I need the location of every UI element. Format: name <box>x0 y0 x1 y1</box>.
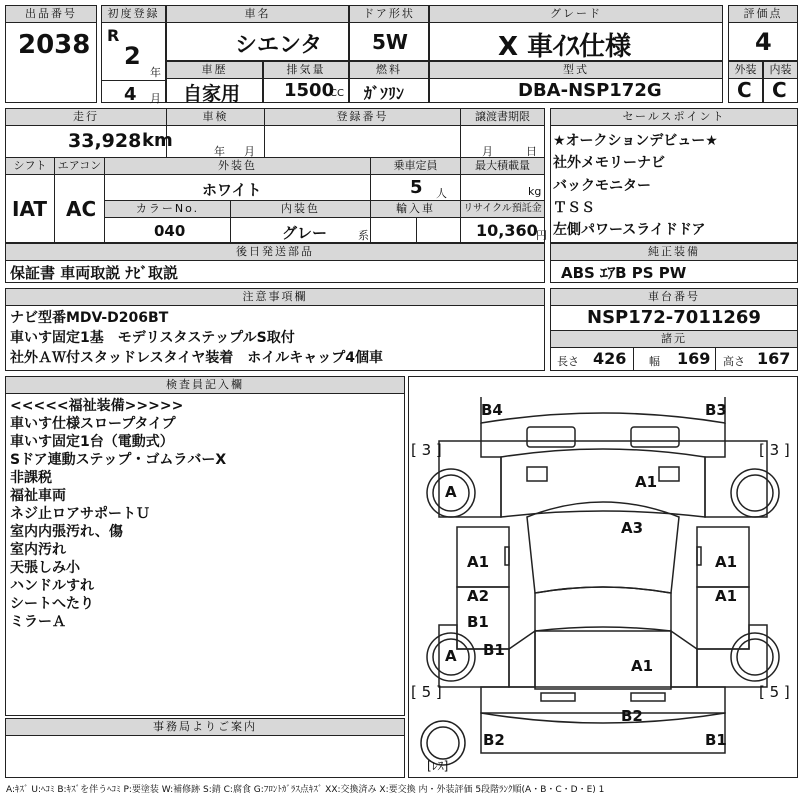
height: 167 <box>757 349 791 368</box>
deadline-month-unit: 月 <box>482 145 493 158</box>
genuine-equipment: ABS ｴｱB PS PW <box>561 264 687 282</box>
reg-month: 4 <box>124 84 137 105</box>
interior-color: グレー <box>282 224 328 242</box>
mark-a-left-rear: A <box>445 647 457 665</box>
genuine-equipment-label: 純正装備 <box>551 244 797 261</box>
mark-tire-front-left: [ 3 ] <box>411 441 442 459</box>
shift: IAT <box>12 197 48 221</box>
color: ホワイト <box>202 181 262 199</box>
sales-point-1: ★オークションデビュー★ <box>553 133 718 149</box>
model-label: 型式 <box>430 62 722 79</box>
exterior-box <box>728 61 763 103</box>
length: 426 <box>593 349 627 368</box>
sales-points-label: セールスポイント <box>551 109 797 126</box>
capacity: 5 <box>410 177 423 198</box>
grade: X 車ｲｽ仕様 <box>498 32 632 62</box>
damage-diagram <box>408 376 798 778</box>
inspector-line-4: Sドア連動ステップ・ゴムラバーX <box>10 452 227 468</box>
lot-number-label: 出品番号 <box>6 6 96 23</box>
mark-spare: [ﾚｽ] <box>427 759 449 773</box>
specs-label: 諸元 <box>551 330 797 348</box>
era: R <box>107 26 120 45</box>
displacement-unit: CC <box>330 88 344 99</box>
mileage: 33,928 <box>68 130 142 152</box>
score-label: 評価点 <box>729 6 797 23</box>
exterior-grade: C <box>737 78 752 102</box>
color-no: 040 <box>154 222 186 240</box>
deadline-label: 譲渡書期限 <box>460 109 544 126</box>
inspector-line-11: ハンドルすれ <box>10 578 94 594</box>
mark-tire-front-right: [ 3 ] <box>759 441 790 459</box>
mark-tire-rear-right: [ 5 ] <box>759 683 790 701</box>
history-label: 車歴 <box>167 62 262 79</box>
office-label: 事務局よりご案内 <box>6 719 404 736</box>
first-registration-label: 初度登録 <box>102 6 165 23</box>
sales-point-2: 社外メモリーナビ <box>553 155 665 171</box>
shift-label: シフト <box>6 158 54 175</box>
notes-box <box>5 288 545 371</box>
model-box <box>429 61 723 103</box>
history: 自家用 <box>183 83 241 105</box>
mark-b1-left: B1 <box>467 613 489 631</box>
mark-b4: B4 <box>481 401 503 419</box>
car-name: シエンタ <box>235 33 323 58</box>
fuel-box <box>349 61 429 103</box>
length-label: 長さ <box>557 355 579 368</box>
ac: AC <box>66 197 97 221</box>
ac-label: エアコン <box>54 158 104 175</box>
recycle-fee: 10,360 <box>476 221 538 240</box>
car-outline <box>409 377 797 777</box>
sales-point-5: 左側パワースライドドア <box>553 222 706 238</box>
note-line-3: 社外ＡＷ付スタッドレスタイヤ装着 ホイルキャップ4個車 <box>10 350 384 366</box>
genuine-equipment-box <box>550 243 798 283</box>
mark-a1-right-rear: A1 <box>715 587 738 605</box>
displacement-box <box>263 61 349 103</box>
interior-color-unit: 系 <box>358 229 369 242</box>
deadline-day-unit: 日 <box>526 145 537 158</box>
displacement: 1500 <box>284 80 335 101</box>
fuel: ｶﾞｿﾘﾝ <box>364 84 405 103</box>
lot-number-box <box>5 5 97 103</box>
import-label: 輸入車 <box>370 201 460 218</box>
mark-a1-rear: A1 <box>631 657 654 675</box>
inspector-box <box>5 376 405 716</box>
recycle-unit: 円 <box>536 229 547 242</box>
mark-b1-left-rear: B1 <box>483 641 505 659</box>
note-line-2: 車いす固定1基 モデリスタステップルS取付 <box>10 330 295 346</box>
score: 4 <box>755 28 772 56</box>
max-load-label: 最大積載量 <box>460 158 544 175</box>
lot-number: 2038 <box>18 30 91 60</box>
chassis-number: NSP172-7011269 <box>587 307 761 328</box>
mileage-label: 走行 <box>6 109 166 126</box>
reg-year: 2 <box>124 42 141 70</box>
mark-b2-left: B2 <box>483 731 505 749</box>
inspector-line-3: 車いす固定1台（電動式） <box>10 434 174 450</box>
inspector-line-8: 室内内張汚れ、傷 <box>10 524 123 540</box>
mark-a-left-front: A <box>445 483 457 501</box>
door-type: 5W <box>372 30 408 54</box>
history-box <box>166 61 263 103</box>
mark-a1-left-front-door: A1 <box>467 553 490 571</box>
mark-a2-left-rear: A2 <box>467 587 490 605</box>
exterior-label: 外装 <box>729 62 762 79</box>
interior-box <box>763 61 798 103</box>
inspector-line-9: 室内汚れ <box>10 542 66 558</box>
door-label: ドア形状 <box>350 6 428 23</box>
height-label: 高さ <box>723 355 745 368</box>
mark-a3-roof: A3 <box>621 519 644 537</box>
inspector-line-12: シートへたり <box>10 596 94 612</box>
sales-point-3: バックモニター <box>553 178 651 194</box>
inspector-line-7: ネジ止ロアサポートＵ <box>10 506 150 522</box>
sales-point-4: ＴＳＳ <box>553 200 595 216</box>
inspector-line-10: 天張しみ小 <box>10 560 80 576</box>
inspection-month-unit: 月 <box>244 145 255 158</box>
score-box <box>728 5 798 61</box>
fuel-label: 燃料 <box>350 62 428 79</box>
mark-a1-hood: A1 <box>635 473 658 491</box>
interior-color-label: 内装色 <box>230 201 370 218</box>
car-name-box <box>166 5 349 61</box>
mileage-unit: km <box>142 130 173 151</box>
interior-grade: C <box>772 78 787 102</box>
year-unit: 年 <box>150 66 161 79</box>
mark-b1-right: B1 <box>705 731 727 749</box>
inspector-line-5: 非課税 <box>10 470 52 486</box>
capacity-label: 乗車定員 <box>370 158 460 175</box>
chassis-box <box>550 288 798 371</box>
displacement-label: 排気量 <box>264 62 348 79</box>
grade-label: グレード <box>430 6 722 23</box>
vehicle-info-block <box>5 108 545 243</box>
notes-label: 注意事項欄 <box>6 289 544 306</box>
mark-a1-right-front-door: A1 <box>715 553 738 571</box>
first-registration-box <box>101 5 166 103</box>
inspector-line-2: 車いす仕様スロープタイプ <box>10 416 176 432</box>
color-no-label: カラーNo. <box>104 201 230 218</box>
door-box <box>349 5 429 61</box>
inspector-label: 検査員記入欄 <box>6 377 404 394</box>
mark-b3: B3 <box>705 401 727 419</box>
inspector-line-1: <<<<<福祉装備>>>>> <box>10 398 184 414</box>
chassis-label: 車台番号 <box>551 289 797 306</box>
mark-b2-center: B2 <box>621 707 643 725</box>
inspection-label: 車検 <box>166 109 264 126</box>
mark-tire-rear-left: [ 5 ] <box>411 683 442 701</box>
note-line-1: ナビ型番MDV-D206BT <box>10 310 169 326</box>
interior-label: 内装 <box>764 62 797 79</box>
damage-legend: A:ｷｽﾞ U:ﾍｺﾐ B:ｷｽﾞを伴うﾍｺﾐ P:要塗装 W:補修跡 S:錆 C:腐食 G:ﾌﾛﾝﾄｶﾞﾗｽ点ｷｽﾞ XX:交換済み X:要交換 内・外装評価 5段階ﾗﾝｸ順(A・B・C・D・E) 1 <box>6 785 605 795</box>
max-load-unit: kg <box>528 185 542 198</box>
later-parts: 保証書 車両取説 ﾅﾋﾞ取説 <box>10 264 178 282</box>
later-parts-label: 後日発送部品 <box>6 244 544 261</box>
color-label: 外装色 <box>104 158 370 175</box>
car-name-label: 車名 <box>167 6 348 23</box>
grade-box <box>429 5 723 61</box>
width-label: 幅 <box>649 355 660 368</box>
recycle-label: リサイクル預託金 <box>460 201 544 218</box>
inspection-year-unit: 年 <box>214 145 225 158</box>
inspector-line-13: ミラーＡ <box>10 614 66 630</box>
reg-number-label: 登録番号 <box>264 109 460 126</box>
width: 169 <box>677 349 711 368</box>
sales-points-box <box>550 108 798 243</box>
office-box <box>5 718 405 778</box>
later-parts-box <box>5 243 545 283</box>
inspector-line-6: 福祉車両 <box>10 488 66 504</box>
model: DBA-NSP172G <box>518 80 662 101</box>
capacity-unit: 人 <box>436 187 447 200</box>
month-unit: 月 <box>150 92 161 105</box>
